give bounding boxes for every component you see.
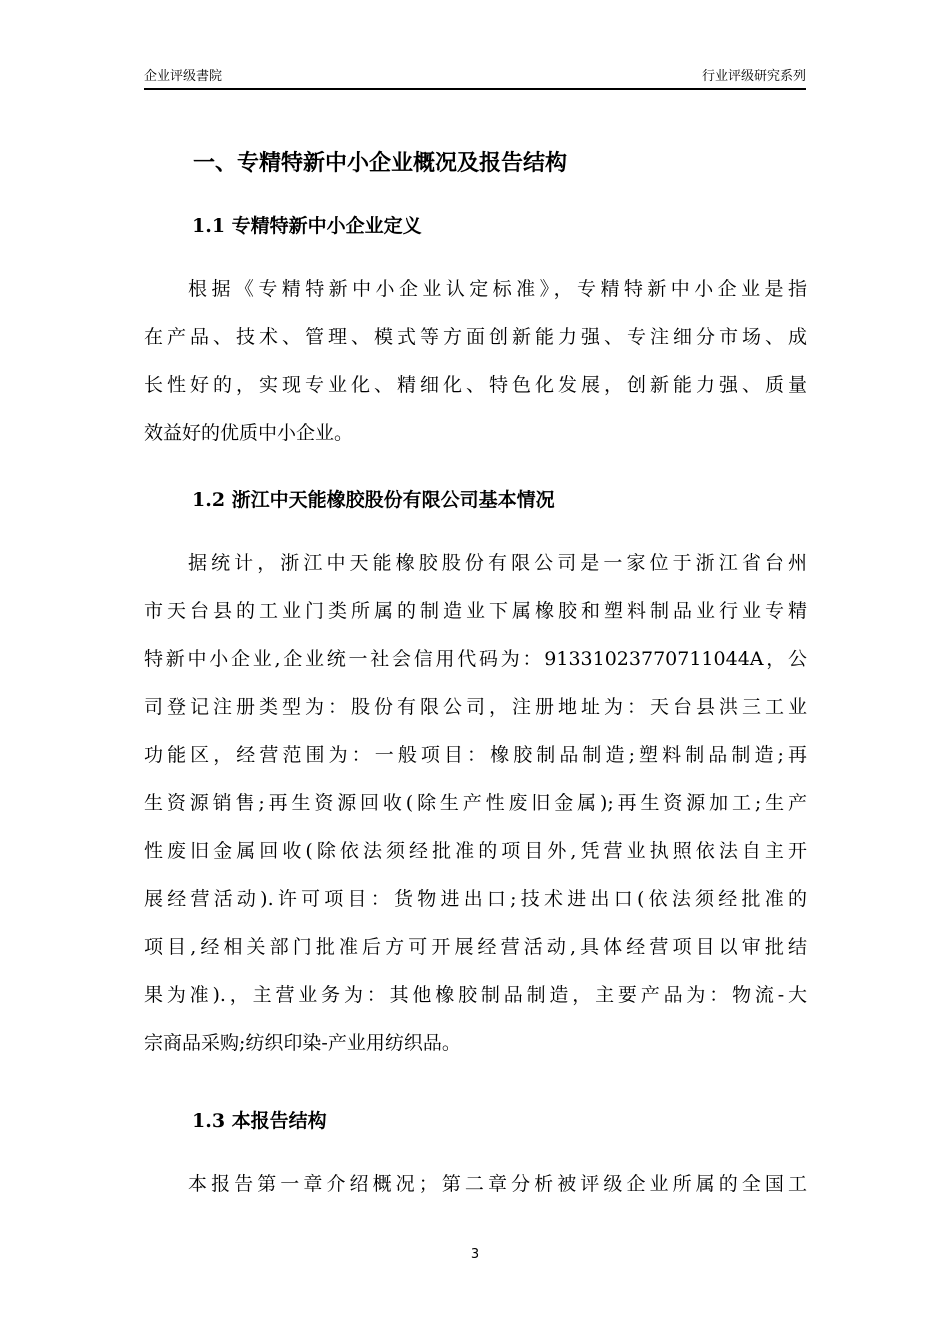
paragraph-line: 生资源销售;再生资源回收(除生产性废旧金属);再生资源加工;生产 <box>144 792 807 814</box>
paragraph-line: 根据《专精特新中小企业认定标准》，专精特新中小企业是指 <box>188 278 807 300</box>
header-series: 行业评级研究系列 <box>701 69 806 84</box>
section-heading-1-1: 1.1 专精特新中小企业定义 <box>192 215 422 237</box>
header-publisher: 企业评级書院 <box>144 69 223 84</box>
section-1-3-paragraph <box>144 1160 807 1208</box>
paragraph-line: 展经营活动).许可项目：货物进出口;技术进出口(依法须经批准的 <box>144 888 807 910</box>
paragraph-line: 效益好的优质中小企业。 <box>144 422 354 444</box>
paragraph-line: 长性好的，实现专业化、精细化、特色化发展，创新能力强、质量 <box>144 374 807 396</box>
section-heading-1-2: 1.2 浙江中天能橡胶股份有限公司基本情况 <box>192 489 555 511</box>
paragraph-line: 本报告第一章介绍概况；第二章分析被评级企业所属的全国工 <box>188 1173 807 1195</box>
paragraph-line: 市天台县的工业门类所属的制造业下属橡胶和塑料制品业行业专精 <box>144 600 807 622</box>
paragraph-line: 项目,经相关部门批准后方可开展经营活动,具体经营项目以审批结 <box>144 936 807 958</box>
paragraph-line: 在产品、技术、管理、模式等方面创新能力强、专注细分市场、成 <box>144 326 807 348</box>
paragraph-line: 性废旧金属回收(除依法须经批准的项目外,凭营业执照依法自主开 <box>144 840 807 862</box>
paragraph-line: 特新中小企业,企业统一社会信用代码为：91331023770711044A，公 <box>144 648 807 670</box>
section-1-2-paragraph <box>144 539 807 1067</box>
section-1-1-paragraph <box>144 265 807 457</box>
chapter-title: 一、专精特新中小企业概况及报告结构 <box>193 150 568 176</box>
page-number: 3 <box>470 1247 480 1262</box>
page-header <box>144 66 806 90</box>
paragraph-line: 功能区，经营范围为：一般项目：橡胶制品制造;塑料制品制造;再 <box>144 744 807 766</box>
section-heading-1-3: 1.3 本报告结构 <box>192 1110 327 1132</box>
paragraph-line: 果为准).，主营业务为：其他橡胶制品制造，主要产品为：物流-大 <box>144 984 807 1006</box>
paragraph-line: 据统计，浙江中天能橡胶股份有限公司是一家位于浙江省台州 <box>188 552 807 574</box>
paragraph-line: 宗商品采购;纺织印染-产业用纺织品。 <box>144 1032 461 1054</box>
paragraph-line: 司登记注册类型为：股份有限公司，注册地址为：天台县洪三工业 <box>144 696 807 718</box>
